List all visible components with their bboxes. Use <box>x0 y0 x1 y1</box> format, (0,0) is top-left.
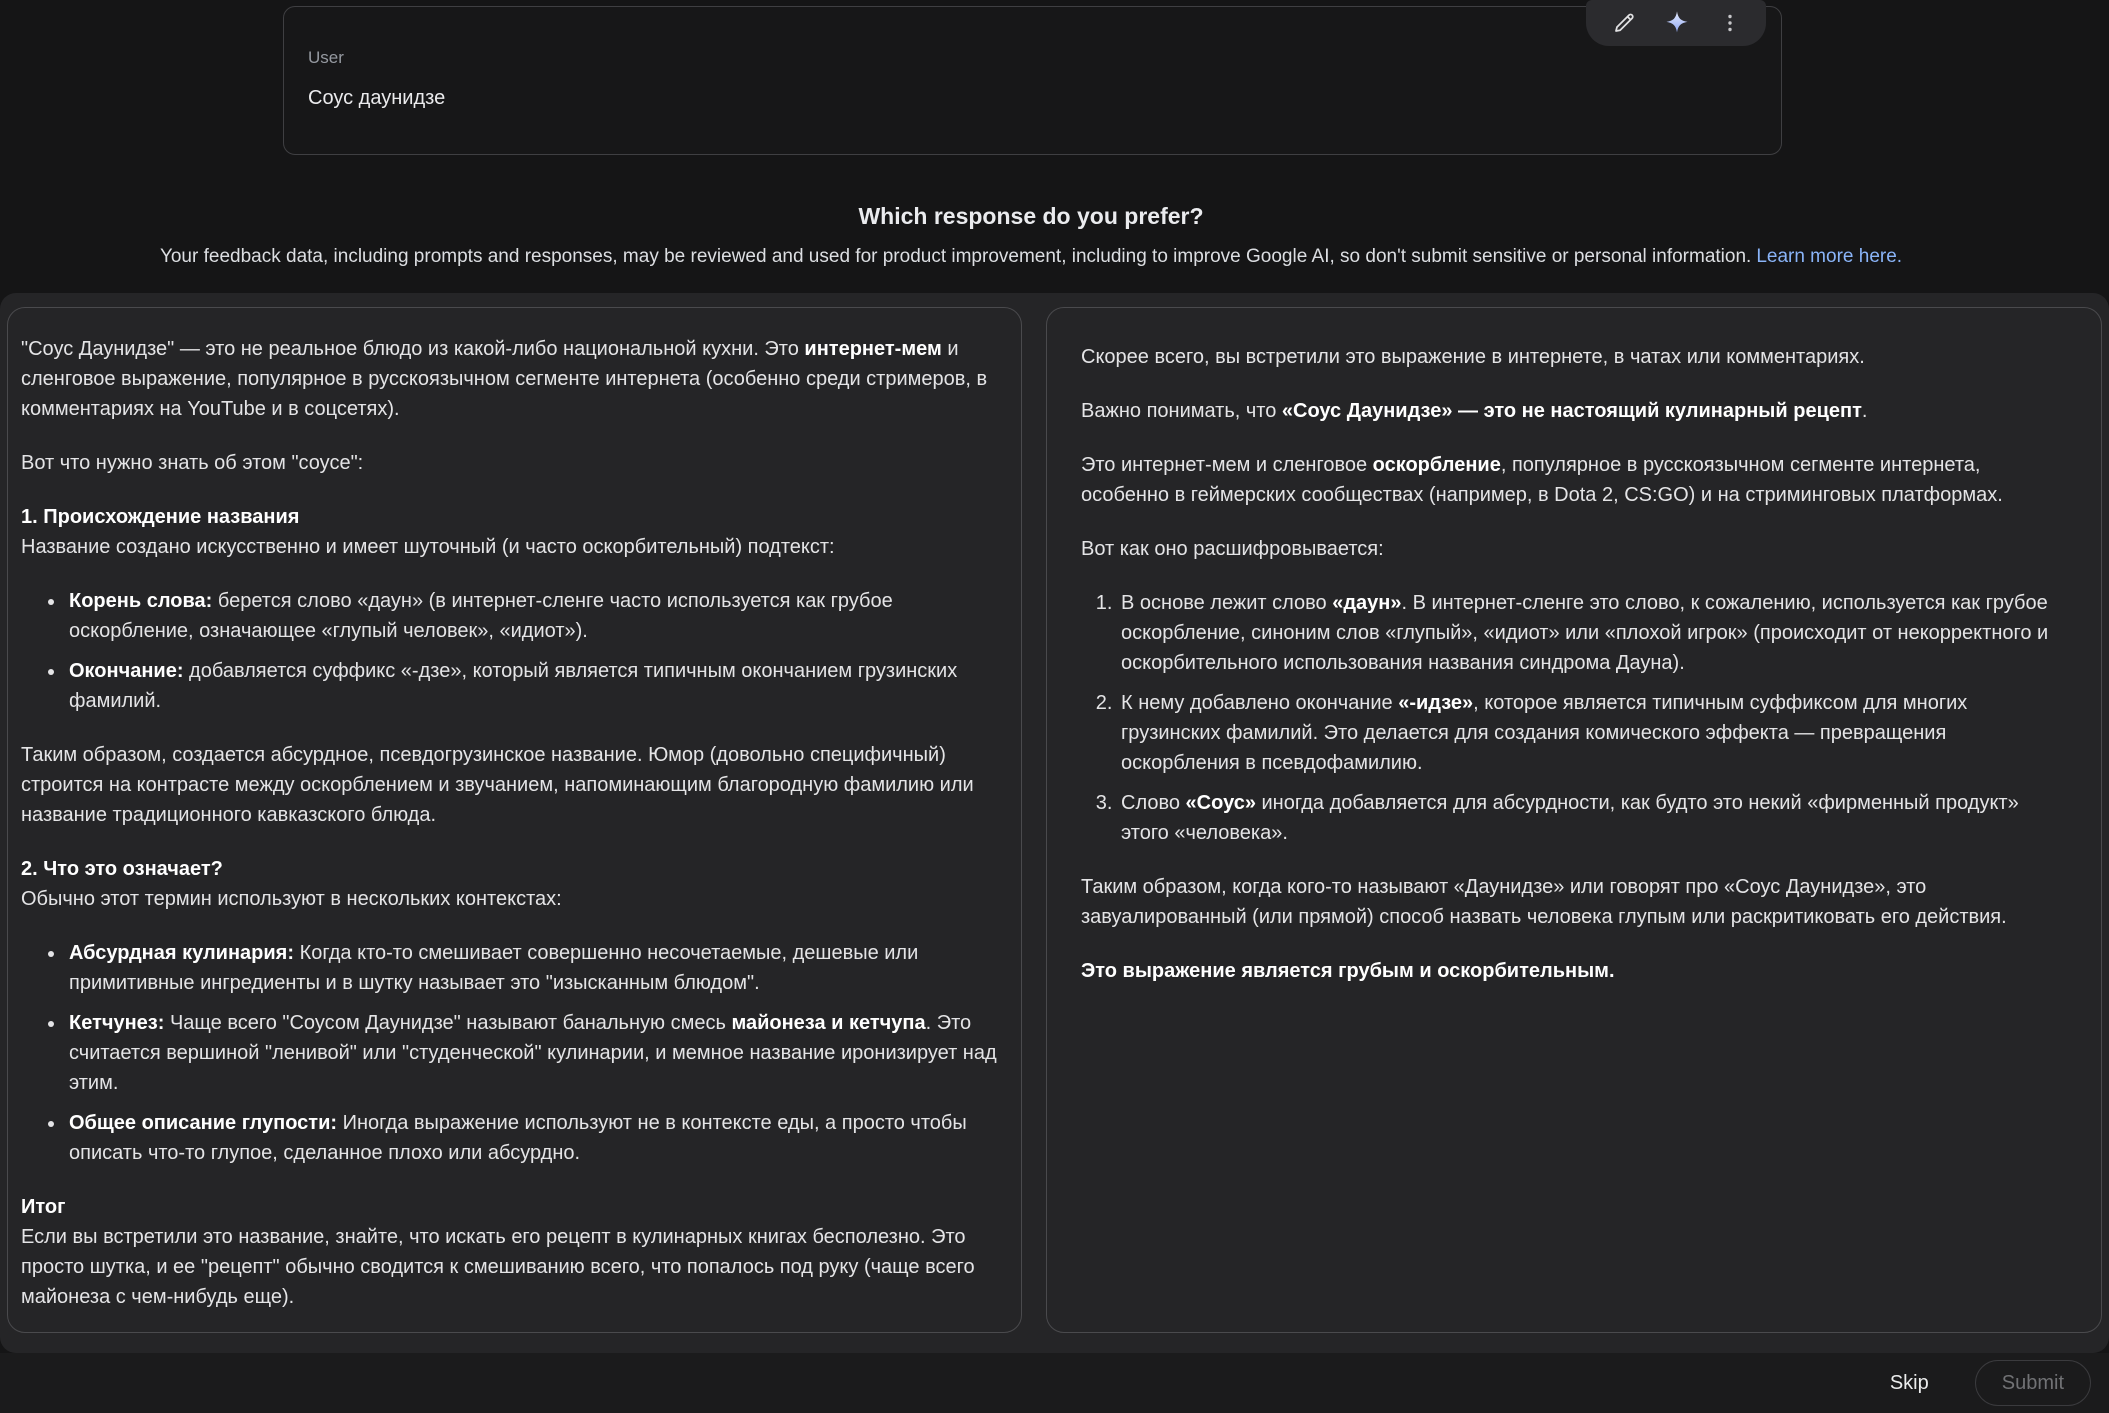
bold-text: Окончание: <box>69 660 184 682</box>
text-run: Обычно этот термин используют в нескольких контекстах: <box>21 888 562 910</box>
text-run: . <box>1861 400 1868 422</box>
list-item <box>66 938 997 998</box>
disclaimer-text <box>0 243 2062 271</box>
list-item <box>1118 588 2067 678</box>
numbered-list <box>1081 588 2067 848</box>
text-run: Чаще всего "Соусом Даунидзе" называют банальную смесь <box>164 1012 732 1034</box>
text-run: Вот что нужно знать об этом "соусе": <box>21 452 364 474</box>
text-run: Это интернет-мем и сленговое <box>1081 454 1373 476</box>
text-run: Таким образом, создается абсурдное, псевдогрузинское название. Юмор (довольно специфичный) строится на контрасте между оскорблением и звучанием, напоминающим благородную фамилию или название традиционного кавказского блюда. <box>21 744 974 826</box>
list-item <box>66 1008 997 1098</box>
response-left-content <box>8 308 1021 1312</box>
list-item <box>1118 788 2067 848</box>
bullet-list <box>21 938 997 1168</box>
section-heading <box>21 502 997 532</box>
bottom-bar <box>0 1353 2109 1413</box>
bold-text: интернет-мем <box>804 338 942 360</box>
text-run: Название создано искусственно и имеет шуточный (и часто оскорбительный) подтекст: <box>21 536 835 558</box>
section-heading <box>21 854 997 884</box>
list-item <box>66 586 997 646</box>
text-run: "Соус Даунидзе" — это не реальное блюдо из какой-либо национальной кухни. Это <box>21 338 805 360</box>
bold-text: Кетчунез: <box>69 1012 165 1034</box>
bold-text: майонеза и кетчупа <box>731 1012 926 1034</box>
text-run: иногда добавляется для абсурдности, как будто это некий «фирменный продукт» этого «человека». <box>1121 792 2019 844</box>
text-run: , популярное в русскоязычном сегменте интернета, особенно в геймерских сообществах (например, в Dota 2, CS:GO) и на стриминговых платформах. <box>1081 454 2003 506</box>
role-label: User <box>308 48 344 67</box>
submit-button[interactable]: Submit <box>1975 1360 2091 1406</box>
paragraph <box>1081 342 2067 372</box>
text-run: К нему добавлено окончание <box>1121 692 1399 714</box>
bold-text: Общее описание глупости: <box>69 1112 338 1134</box>
more-vertical-icon <box>1718 11 1742 35</box>
bold-text: 1. Происхождение названия <box>21 506 300 528</box>
paragraph <box>1081 450 2067 510</box>
text-run: Слово <box>1121 792 1186 814</box>
pencil-icon <box>1611 10 1637 36</box>
bold-text: Это выражение является грубым и оскорбительным. <box>1081 960 1615 982</box>
user-prompt-card <box>283 6 1782 155</box>
bold-text: Корень слова: <box>69 590 213 612</box>
list-item <box>66 656 997 716</box>
paragraph <box>21 884 997 914</box>
text-run: В основе лежит слово <box>1121 592 1333 614</box>
more-options-button[interactable] <box>1716 9 1744 37</box>
skip-button[interactable]: Skip <box>1886 1364 1933 1403</box>
bold-text: оскорбление <box>1372 454 1501 476</box>
response-panel-left[interactable] <box>7 307 1022 1333</box>
bold-text: Итог <box>21 1196 66 1218</box>
paragraph <box>21 740 997 830</box>
paragraph <box>1081 956 2067 986</box>
text-run: Важно понимать, что <box>1081 400 1282 422</box>
text-run: . В интернет-сленге это слово, к сожалению, используется как грубое оскорбление, синоним слов «глупый», «идиот» или «плохой игрок» (происходит от некорректного и оскорбительного использования названия синдрома Дауна). <box>1121 592 2049 674</box>
bullet-list <box>21 586 997 716</box>
text-run: Таким образом, когда кого-то называют «Даунидзе» или говорят про «Соус Даунидзе», это завуалированный (или прямой) способ назвать человека глупым или раскритиковать его действия. <box>1081 876 2007 928</box>
paragraph <box>1081 396 2067 426</box>
text-run: Если вы встретили это название, знайте, что искать его рецепт в кулинарных книгах бесполезно. Это просто шутка, и ее "рецепт" обычно сводится к смешиванию всего, что попалось под руку (чаще всего майонеза с чем-нибудь еще). <box>21 1226 975 1308</box>
bold-text: «Соус» <box>1185 792 1256 814</box>
learn-more-link[interactable]: Learn more here. <box>1756 246 1903 267</box>
text-run: берется слово «даун» (в интернет-сленге часто используется как грубое оскорбление, означающее «глупый человек», «идиот»). <box>69 590 893 642</box>
bold-text: 2. Что это означает? <box>21 858 223 880</box>
response-right-content <box>1047 308 2101 986</box>
ai-actions-button[interactable] <box>1661 7 1693 39</box>
text-run: Вот как оно расшифровывается: <box>1081 538 1384 560</box>
paragraph <box>1081 872 2067 932</box>
response-panel-right[interactable] <box>1046 307 2102 1333</box>
section-heading <box>21 1192 997 1222</box>
paragraph <box>1081 534 2067 564</box>
text-run: Иногда выражение используют не в контексте еды, а просто чтобы описать что-то глупое, сделанное плохо или абсурдно. <box>69 1112 967 1164</box>
bold-text: «Соус Даунидзе» — это не настоящий кулинарный рецепт <box>1281 400 1862 422</box>
disclaimer-body: Your feedback data, including prompts and responses, may be reviewed and used for product improvement, including to improve Google AI, so don't submit sensitive or personal information. <box>159 246 1752 267</box>
list-item <box>66 1108 997 1168</box>
list-item <box>1118 688 2067 778</box>
sparkle-icon <box>1663 9 1691 37</box>
text-run: добавляется суффикс «-дзе», который является типичным окончанием грузинских фамилий. <box>69 660 958 712</box>
text-run: Когда кто-то смешивает совершенно несочетаемые, дешевые или примитивные ингредиенты и в шутку называет это "изысканным блюдом". <box>69 942 919 994</box>
response-comparison-section <box>0 293 2109 1353</box>
prompt-toolbar <box>1586 0 1766 46</box>
bold-text: Абсурдная кулинария: <box>69 942 295 964</box>
user-prompt-text: Соус даунидзе <box>308 87 446 109</box>
text-run: Скорее всего, вы встретили это выражение в интернете, в чатах или комментариях. <box>1081 346 1865 368</box>
paragraph <box>21 532 997 562</box>
text-run: . Это считается вершиной "ленивой" или "студенческой" кулинарии, и мемное название иронизирует над этим. <box>69 1012 997 1094</box>
paragraph <box>21 334 997 424</box>
text-run: и сленговое выражение, популярное в русскоязычном сегменте интернета (особенно среди стримеров, в комментариях на YouTube и в соцсетях). <box>21 338 988 420</box>
text-run: , которое является типичным суффиксом для многих грузинских фамилий. Это делается для создания комического эффекта — превращения оскорбления в псевдофамилию. <box>1121 692 1968 774</box>
bold-text: «-идзе» <box>1398 692 1474 714</box>
question-title: Which response do you prefer? <box>858 203 1204 229</box>
paragraph <box>21 1222 997 1312</box>
bold-text: «даун» <box>1332 592 1402 614</box>
paragraph <box>21 448 997 478</box>
edit-button[interactable] <box>1609 8 1639 38</box>
